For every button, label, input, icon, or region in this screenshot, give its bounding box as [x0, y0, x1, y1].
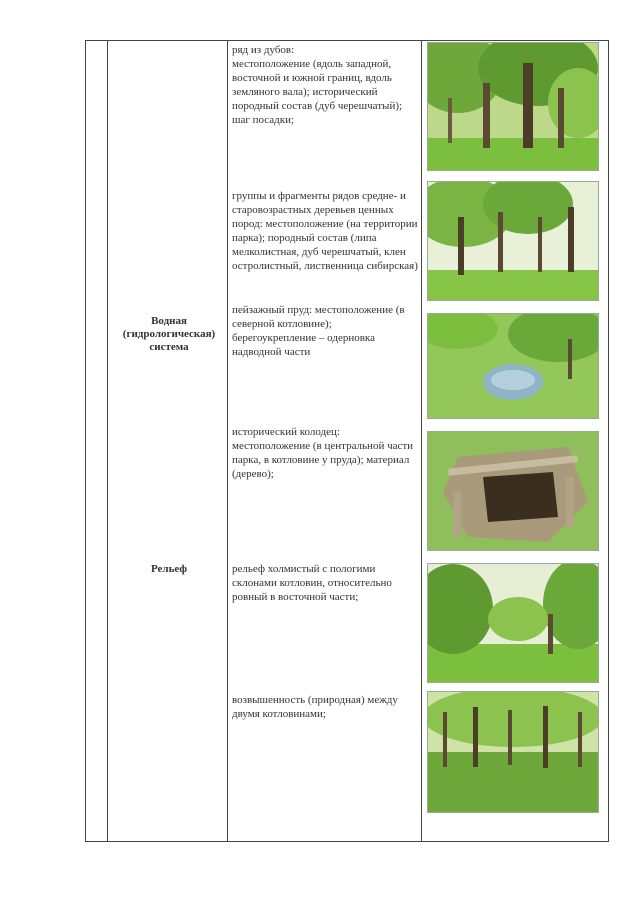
column-rule [421, 41, 422, 841]
hill-photo [427, 691, 599, 813]
category-label: Водная (гидрологическая) система [122, 315, 216, 353]
heritage-table [85, 40, 609, 842]
tree-groups-photo [427, 181, 599, 301]
column-rule [85, 41, 86, 841]
column-rule [107, 41, 108, 841]
category-label: Рельеф [150, 563, 188, 575]
row-description: ряд из дубов: местоположение (вдоль западной, восточной и южной границ, вдоль земляного вала); исторический породный состав (дуб черешчатый); шаг посадки; [232, 44, 403, 126]
wooden-well-photo [427, 431, 599, 551]
column-rule [227, 41, 228, 841]
oak-row-photo [427, 42, 599, 171]
row-description: возвышенность (природная) между двумя котловинами; [232, 694, 398, 720]
pond-photo [427, 313, 599, 419]
row-description: пейзажный пруд: местоположение (в северной котловине); берегоукрепление – одерновка надводной части [232, 304, 405, 358]
row-description: исторический колодец: местоположение (в центральной части парка, в котловине у пруда); материал (дерево); [232, 426, 414, 480]
column-rule [608, 41, 609, 841]
hollow-relief-photo [427, 563, 599, 683]
row-description: рельеф холмистый с пологими склонами котловин, относительно ровный в восточной части; [232, 563, 392, 603]
row-description: группы и фрагменты рядов средне- и старовозрастных деревьев ценных пород: местоположение (на территории парка); породный состав (липа мелколистная, дуб черешчатый, клен остролистный, лиственница сибирская) [232, 190, 418, 272]
